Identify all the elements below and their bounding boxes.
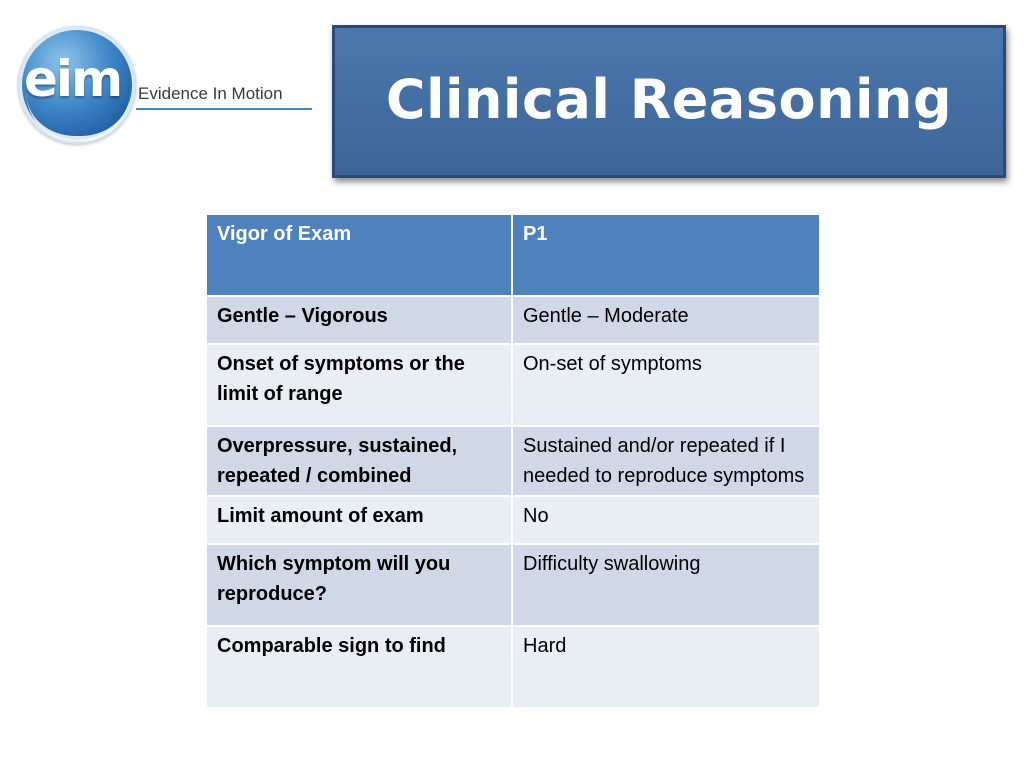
table-row	[206, 496, 820, 544]
row-label: Limit amount of exam	[206, 496, 512, 544]
table-row	[206, 544, 820, 626]
table-row	[206, 626, 820, 708]
row-label: Comparable sign to find	[206, 626, 512, 708]
table-header-row	[206, 214, 820, 296]
row-value: Sustained and/or repeated if I needed to reproduce symptoms	[512, 426, 820, 496]
logo-tagline: Evidence In Motion	[138, 84, 283, 103]
row-label: Overpressure, sustained, repeated / combined	[206, 426, 512, 496]
table-row	[206, 426, 820, 496]
row-value: No	[512, 496, 820, 544]
row-value: Hard	[512, 626, 820, 708]
row-label: Gentle – Vigorous	[206, 296, 512, 344]
page-title: Clinical Reasoning	[385, 68, 953, 131]
row-value: On-set of symptoms	[512, 344, 820, 426]
vigor-table	[205, 213, 821, 709]
header-cell: Vigor of Exam	[206, 214, 512, 296]
row-value: Gentle – Moderate	[512, 296, 820, 344]
row-label: Which symptom will you reproduce?	[206, 544, 512, 626]
table-row	[206, 344, 820, 426]
header-cell: P1	[512, 214, 820, 296]
row-label: Onset of symptoms or the limit of range	[206, 344, 512, 426]
title-banner	[332, 25, 1006, 178]
row-value: Difficulty swallowing	[512, 544, 820, 626]
eim-logo	[18, 26, 318, 144]
table-row	[206, 296, 820, 344]
logo-underline	[136, 108, 312, 110]
logo-mark: eim	[24, 50, 122, 108]
